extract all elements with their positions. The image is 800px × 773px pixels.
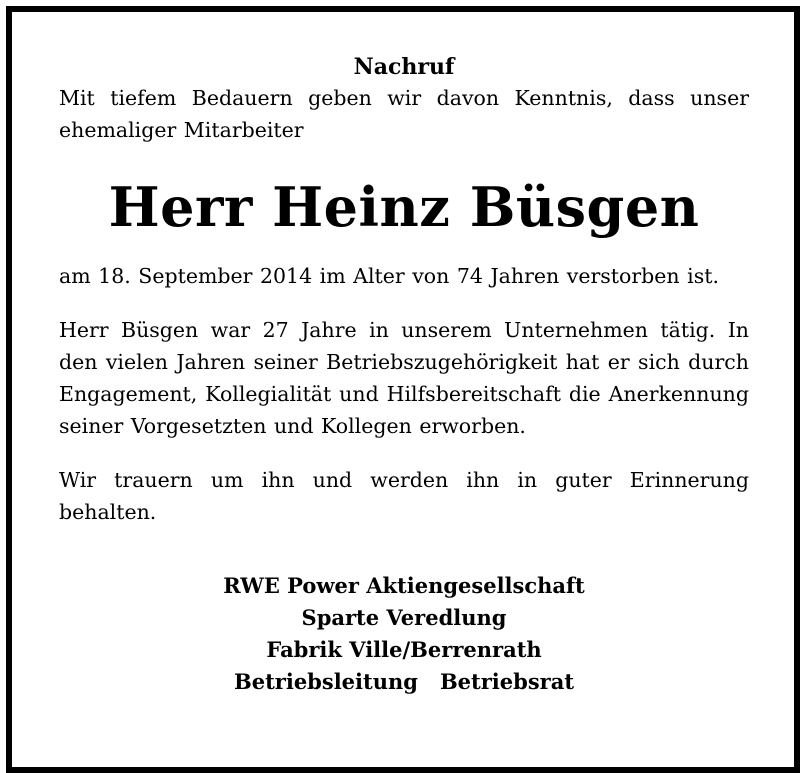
spacer bbox=[59, 292, 749, 314]
intro-text: Mit tiefem Bedauern geben wir davon Kenntnis, dass unser ehemaliger Mitarbeiter bbox=[59, 86, 749, 142]
obituary-title: Nachruf bbox=[353, 54, 455, 80]
company-name: RWE Power Aktiengesellschaft bbox=[223, 573, 585, 598]
signatories-row bbox=[59, 666, 749, 698]
deceased-name: Herr Heinz Büsgen bbox=[108, 175, 700, 239]
spacer bbox=[59, 442, 749, 464]
management-signatory: Betriebsleitung bbox=[233, 669, 418, 694]
division-name: Sparte Veredlung bbox=[301, 605, 507, 630]
plant-name: Fabrik Ville/Berrenrath bbox=[266, 637, 542, 662]
works-council-signatory: Betriebsrat bbox=[439, 669, 575, 694]
tribute-text: Herr Büsgen war 27 Jahre in unserem Unternehmen tätig. In den vielen Jahren seiner Betriebszugehörigkeit hat er sich durch Engagement, Kollegialität und Hilfsbereitschaft die Anerkennung seiner Vorgesetzten und Kollegen erworben. bbox=[59, 318, 749, 438]
obituary-frame bbox=[6, 6, 800, 773]
obituary-content bbox=[59, 52, 749, 698]
closing-text: Wir trauern um ihn und werden ihn in guter Erinnerung behalten. bbox=[59, 468, 749, 524]
signature-block bbox=[59, 570, 749, 698]
death-date-line: am 18. September 2014 im Alter von 74 Jahren verstorben ist. bbox=[59, 264, 719, 288]
